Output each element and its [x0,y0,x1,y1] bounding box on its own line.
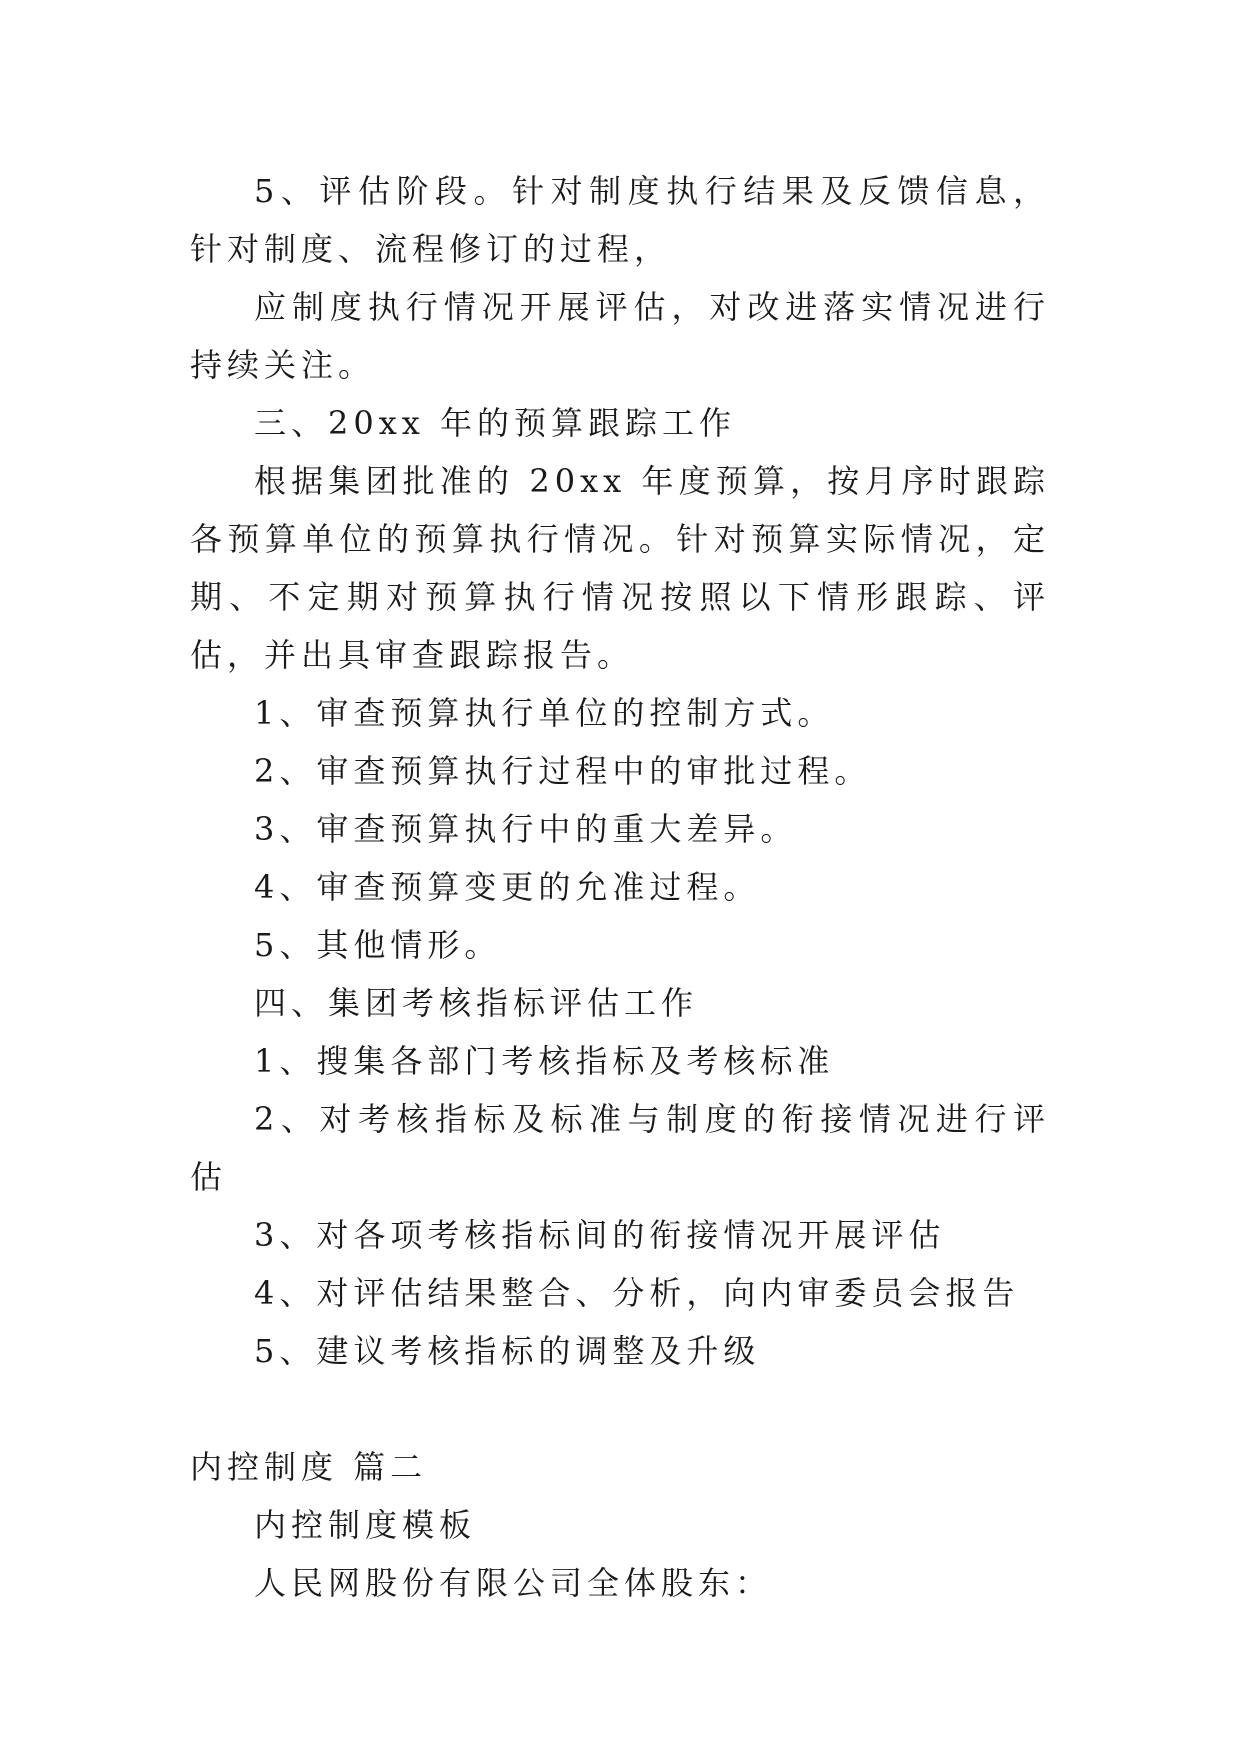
list-item-kpi-2: 2、对考核指标及标准与制度的衔接情况进行评估 [190,1100,1050,1196]
list-item-budget-4: 4、审查预算变更的允准过程。 [254,868,761,906]
list-item-kpi-4: 4、对评估结果整合、分析，向内审委员会报告 [254,1274,1020,1312]
heading-budget-tracking: 三、20xx 年的预算跟踪工作 [254,404,736,442]
paragraph-addressee: 人民网股份有限公司全体股东： [254,1564,773,1602]
paragraph-template-title: 内控制度模板 [254,1506,477,1544]
list-item-budget-1: 1、审查预算执行单位的控制方式。 [254,694,835,732]
list-item-budget-2: 2、审查预算执行过程中的审批过程。 [254,752,872,790]
paragraph-evaluation-followup: 应制度执行情况开展评估，对改进落实情况进行持续关注。 [190,288,1050,384]
paragraph-budget-tracking: 根据集团批准的 20xx 年度预算，按月序时跟踪各预算单位的预算执行情况。针对预算实际情况，定期、不定期对预算执行情况按照以下情形跟踪、评估，并出具审查跟踪报告。 [190,462,1050,674]
paragraph-evaluation-stage: 5、评估阶段。针对制度执行结果及反馈信息，针对制度、流程修订的过程， [190,172,1050,268]
heading-kpi-evaluation: 四、集团考核指标评估工作 [254,984,699,1022]
section-heading: 内控制度 篇二 [190,1448,428,1486]
list-item-kpi-5: 5、建议考核指标的调整及升级 [254,1332,761,1370]
list-item-kpi-3: 3、对各项考核指标间的衔接情况开展评估 [254,1216,946,1254]
section-spacer [190,1380,1050,1438]
list-item-budget-3: 3、审查预算执行中的重大差异。 [254,810,798,848]
list-item-kpi-1: 1、搜集各部门考核指标及考核标准 [254,1042,835,1080]
list-item-budget-5: 5、其他情形。 [254,926,502,964]
document-body [190,162,1050,1612]
